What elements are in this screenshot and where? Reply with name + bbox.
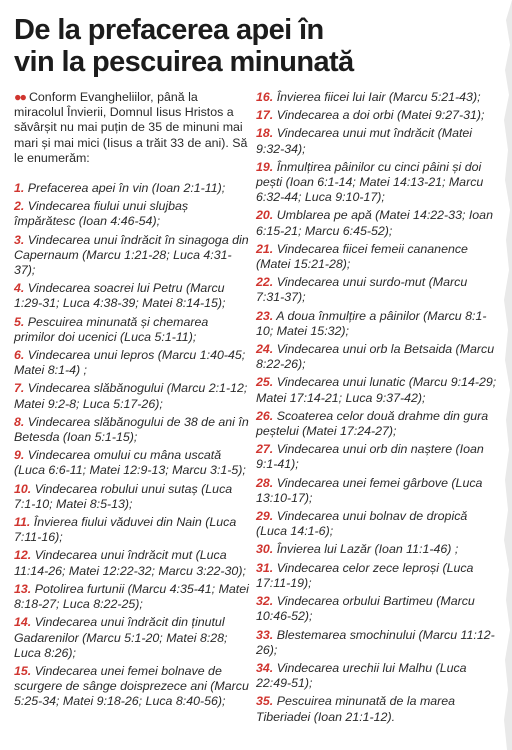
- item-text: Învierea fiului văduvei din Nain (Luca 7:11-16);: [14, 515, 237, 545]
- item-text: Pescuirea minunată de la marea Tiberiadei (Ioan 21:1-12).: [256, 694, 456, 724]
- item-text: Vindecarea unei femei gârbove (Luca 13:10-17);: [256, 475, 483, 505]
- item-text: Învierea lui Lazăr (Ioan 11:1-46) ;: [276, 542, 459, 557]
- item-text: Vindecarea unui orb la Betsaida (Marcu 8:22-26);: [256, 342, 495, 372]
- item-number: 21.: [256, 241, 274, 256]
- list-item: [256, 509, 498, 539]
- item-number: 28.: [256, 475, 274, 490]
- item-text: Vindecarea orbului Bartimeu (Marcu 10:46-52);: [256, 594, 475, 624]
- list-item: [256, 628, 498, 658]
- item-number: 11.: [14, 515, 31, 530]
- item-number: 20.: [256, 208, 274, 223]
- item-text: Vindecarea celor zece leproși (Luca 17:11-19);: [256, 560, 474, 590]
- list-item: [14, 664, 250, 710]
- list-item: [256, 309, 498, 339]
- list-item: [256, 242, 498, 272]
- item-number: 25.: [256, 375, 274, 390]
- list-item: [256, 90, 498, 105]
- list-item: [256, 126, 498, 156]
- list-item: [256, 342, 498, 372]
- list-item: [256, 594, 498, 624]
- bullet-dots-icon: ●●: [14, 90, 25, 104]
- list-item: [14, 233, 250, 279]
- torn-edge-decoration: [502, 0, 512, 750]
- list-item: [256, 375, 498, 405]
- item-number: 2.: [14, 199, 25, 214]
- item-number: 5.: [14, 314, 25, 329]
- item-number: 27.: [256, 442, 274, 457]
- title-line-1: De la prefacerea apei în: [14, 14, 324, 46]
- item-text: Vindecarea omului cu mâna uscată (Luca 6:6-11; Matei 12:9-13; Marcu 3:1-5);: [14, 448, 246, 478]
- item-text: Vindecarea soacrei lui Petru (Marcu 1:29-31; Luca 4:38-39; Matei 8:14-15);: [14, 281, 226, 311]
- left-column: [14, 90, 250, 728]
- item-number: 23.: [256, 308, 274, 323]
- list-item: [256, 208, 498, 238]
- item-number: 9.: [14, 448, 25, 463]
- item-text: Vindecarea unui îndrăcit mut (Luca 11:14-26; Matei 12:22-32; Marcu 3:22-30);: [14, 548, 246, 578]
- item-text: Vindecarea unui bolnav de dropică (Luca 14:1-6);: [256, 509, 468, 539]
- item-number: 26.: [256, 408, 274, 423]
- item-number: 8.: [14, 414, 25, 429]
- item-number: 24.: [256, 342, 274, 357]
- item-text: Vindecarea unui lepros (Marcu 1:40-45; Matei 8:1-4) ;: [14, 348, 246, 378]
- item-text: Scoaterea celor două drahme din gura peștelui (Matei 17:24-27);: [256, 408, 489, 439]
- list-item: [14, 582, 250, 612]
- item-number: 15.: [14, 663, 32, 678]
- item-number: 7.: [14, 381, 25, 396]
- list-item: [14, 515, 250, 545]
- list-item: [14, 199, 250, 229]
- list-item: [256, 275, 498, 305]
- item-text: Potolirea furtunii (Marcu 4:35-41; Matei 8:18-27; Luca 8:22-25);: [14, 581, 249, 612]
- item-text: Blestemarea smochinului (Marcu 11:12-26);: [256, 627, 495, 657]
- item-number: 10.: [14, 481, 32, 496]
- intro-paragraph: [14, 90, 250, 166]
- list-item: [14, 281, 250, 311]
- intro-text: Conform Evangheliilor, până la miracolul Învierii, Domnul Iisus Hristos a săvârșit nu mai puțin de 35 de minuni mai mari și mai mici (Iisus a trăit 33 de ani). Să le enumerăm:: [14, 90, 248, 165]
- item-number: 3.: [14, 232, 25, 247]
- right-column: [256, 90, 498, 728]
- item-text: Umblarea pe apă (Matei 14:22-33; Ioan 6:15-21; Marcu 6:45-52);: [256, 208, 493, 238]
- item-text: Vindecarea unui îndrăcit din ținutul Gadarenilor (Marcu 5:1-20; Matei 8:28; Luca 8:26);: [14, 615, 228, 660]
- item-text: Pescuirea minunată și chemarea primilor doi ucenici (Luca 5:1-11);: [14, 314, 209, 344]
- item-text: Vindecarea fiului unui slujbaș împărătesc (Ioan 4:46-54);: [14, 199, 189, 229]
- list-item: [256, 694, 498, 724]
- item-number: 22.: [256, 275, 274, 290]
- article-title: [14, 14, 498, 78]
- item-text: Vindecarea slăbănogului de 38 de ani în Betesda (Ioan 5:1-15);: [14, 414, 249, 445]
- list-item: [256, 542, 498, 557]
- item-text: Vindecarea unui mut îndrăcit (Matei 9:32-34);: [256, 126, 473, 156]
- item-number: 6.: [14, 348, 25, 363]
- title-line-2: vin la pescuirea minunată: [14, 46, 354, 78]
- item-number: 18.: [256, 126, 274, 141]
- list-item: [14, 181, 250, 196]
- item-text: Învierea fiicei lui Iair (Marcu 5:21-43);: [276, 90, 481, 104]
- item-number: 13.: [14, 581, 32, 596]
- list-item: [14, 381, 250, 411]
- item-number: 31.: [256, 560, 274, 575]
- list-item: [256, 160, 498, 206]
- list-item: [256, 476, 498, 506]
- item-number: 33.: [256, 627, 274, 642]
- list-item: [256, 561, 498, 591]
- list-item: [256, 661, 498, 691]
- item-number: 32.: [256, 594, 274, 609]
- item-number: 16.: [256, 90, 274, 104]
- list-item: [14, 315, 250, 345]
- item-number: 12.: [14, 548, 32, 563]
- item-text: Vindecarea urechii lui Malhu (Luca 22:49-51);: [256, 660, 467, 691]
- item-text: Înmulțirea pâinilor cu cinci pâini și doi pești (Ioan 6:1-14; Matei 14:13-21; Marcu 6:32-44; Luca 9:10-17);: [256, 159, 484, 205]
- item-number: 34.: [256, 660, 274, 675]
- list-item: [256, 442, 498, 472]
- item-text: Vindecarea unui orb din naștere (Ioan 9:1-41);: [256, 442, 484, 472]
- item-number: 35.: [256, 694, 274, 709]
- item-text: Vindecarea slăbănogului (Marcu 2:1-12; Matei 9:2-8; Luca 5:17-26);: [14, 381, 248, 411]
- item-number: 30.: [256, 542, 274, 557]
- item-number: 4.: [14, 281, 25, 296]
- item-text: A doua înmulțire a pâinilor (Marcu 8:1-10; Matei 15:32);: [256, 308, 487, 338]
- article-columns: [14, 90, 498, 728]
- list-item: [14, 415, 250, 445]
- item-number: 17.: [256, 108, 274, 123]
- item-number: 14.: [14, 615, 32, 630]
- list-item: [14, 448, 250, 478]
- item-text: Vindecarea unui surdo-mut (Marcu 7:31-37);: [256, 275, 468, 305]
- list-item: [14, 548, 250, 578]
- list-item: [14, 615, 250, 661]
- list-item: [256, 409, 498, 439]
- list-item: [256, 108, 498, 123]
- item-text: Vindecarea unui îndrăcit în sinagoga din Capernaum (Marcu 1:21-28; Luca 4:31-37);: [14, 232, 249, 278]
- item-number: 19.: [256, 159, 274, 174]
- item-text: Vindecarea unui lunatic (Marcu 9:14-29; Matei 17:14-21; Luca 9:37-42);: [256, 375, 497, 405]
- item-number: 29.: [256, 509, 274, 524]
- item-number: 1.: [14, 181, 25, 196]
- item-text: Vindecarea fiicei femeii cananence (Matei 15:21-28);: [256, 241, 468, 272]
- item-text: Prefacerea apei în vin (Ioan 2:1-11);: [27, 181, 226, 196]
- list-item: [14, 482, 250, 512]
- item-text: Vindecarea robului unui sutaș (Luca 7:1-10; Matei 8:5-13);: [14, 481, 233, 511]
- item-text: Vindecarea unei femei bolnave de scurgere de sânge doisprezece ani (Marcu 5:25-34; Matei 9:18-26; Luca 8:40-56);: [14, 663, 249, 709]
- list-item: [14, 348, 250, 378]
- item-text: Vindecarea a doi orbi (Matei 9:27-31);: [276, 108, 485, 123]
